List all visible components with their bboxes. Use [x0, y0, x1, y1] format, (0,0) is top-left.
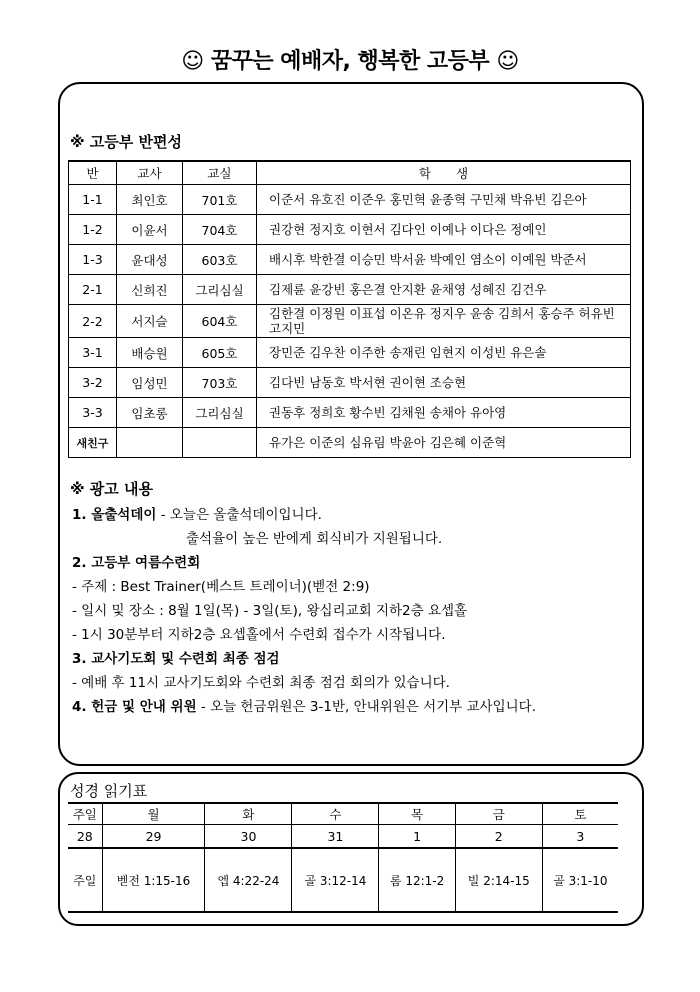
date-cell: 30 — [205, 825, 292, 849]
teacher-cell: 임성민 — [117, 368, 183, 398]
table-row — [69, 368, 631, 398]
room-cell: 701호 — [183, 185, 257, 215]
date-cell: 3 — [542, 825, 618, 849]
class-cell: 3-2 — [69, 368, 117, 398]
class-cell: 3-1 — [69, 338, 117, 368]
date-cell: 2 — [455, 825, 542, 849]
class-table-header — [69, 161, 631, 185]
reading-table — [68, 802, 618, 913]
class-cell: 1-2 — [69, 215, 117, 245]
announcement-2-title — [72, 551, 200, 571]
students-cell: 유가은 이준의 심유림 박윤아 김은혜 이준혁 — [257, 428, 631, 458]
students-cell: 권강현 정지호 이현서 김다인 이예나 이다은 정예인 — [257, 215, 631, 245]
class-section-heading: ※ 고등부 반편성 — [70, 133, 182, 151]
table-row — [69, 398, 631, 428]
class-cell: 1-1 — [69, 185, 117, 215]
day-cell: 주일 — [68, 803, 102, 825]
room-cell: 704호 — [183, 215, 257, 245]
page-title: ☺ 꿈꾸는 예배자, 행복한 고등부 ☺ — [181, 49, 519, 74]
date-cell: 28 — [68, 825, 102, 849]
table-row — [69, 305, 631, 338]
day-cell: 토 — [542, 803, 618, 825]
room-cell: 603호 — [183, 245, 257, 275]
announcement-3-line1: - 예배 후 11시 교사기도회와 수련회 최종 점검 회의가 있습니다. — [72, 675, 450, 691]
table-row — [69, 245, 631, 275]
class-cell: 3-3 — [69, 398, 117, 428]
reading-days-row — [68, 803, 618, 825]
reading-heading: 성경 읽기표 — [70, 782, 148, 800]
class-cell: 새친구 — [69, 428, 117, 458]
teacher-cell: 임초롱 — [117, 398, 183, 428]
passage-cell: 골 3:1-10 — [542, 848, 618, 912]
students-cell: 김한결 이정원 이표섭 이온유 정지우 윤송 김희서 홍승주 허유빈 고지민 — [257, 305, 631, 338]
students-cell: 김제륜 윤강빈 홍은결 안지환 윤채영 성혜진 김건우 — [257, 275, 631, 305]
teacher-cell: 최인호 — [117, 185, 183, 215]
reading-passages-row — [68, 848, 618, 912]
announcement-2-title-text: 2. 고등부 여름수련회 — [72, 555, 201, 571]
passage-cell: 주일 — [68, 848, 102, 912]
day-cell: 금 — [455, 803, 542, 825]
table-row — [69, 185, 631, 215]
announcement-2-line3: - 1시 30분부터 지하2층 요셉홀에서 수련회 접수가 시작됩니다. — [72, 627, 446, 643]
passage-cell: 빌 2:14-15 — [455, 848, 542, 912]
passage-cell: 벧전 1:15-16 — [102, 848, 205, 912]
students-cell: 배시후 박한결 이승민 박서윤 박예인 염소이 이예원 박준서 — [257, 245, 631, 275]
room-cell: 703호 — [183, 368, 257, 398]
students-cell: 이준서 유호진 이준우 홍민혁 윤종혁 구민채 박유빈 김은아 — [257, 185, 631, 215]
teacher-cell: 배승원 — [117, 338, 183, 368]
teacher-cell — [117, 428, 183, 458]
class-cell: 1-3 — [69, 245, 117, 275]
announcement-1-text2: 출석율이 높은 반에게 회식비가 지원됩니다. — [186, 531, 443, 547]
class-cell: 2-2 — [69, 305, 117, 338]
day-cell: 수 — [292, 803, 379, 825]
passage-cell: 엡 4:22-24 — [205, 848, 292, 912]
announcement-2-line1: - 주제 : Best Trainer(베스트 트레이너)(벧전 2:9) — [72, 579, 370, 595]
announcement-1-text: - 오늘은 올출석데이입니다. — [156, 507, 322, 523]
announcement-4 — [72, 695, 536, 715]
day-cell: 월 — [102, 803, 205, 825]
teacher-cell: 이윤서 — [117, 215, 183, 245]
room-cell: 604호 — [183, 305, 257, 338]
announcement-3-title — [72, 647, 280, 667]
announcement-1-title: 1. 올출석데이 — [72, 507, 157, 523]
header-teacher: 교사 — [117, 161, 183, 185]
date-cell: 1 — [379, 825, 455, 849]
reading-dates-row — [68, 825, 618, 849]
table-row — [69, 275, 631, 305]
header-students: 학 생 — [257, 161, 631, 185]
table-row — [69, 338, 631, 368]
announcement-2-line2: - 일시 및 장소 : 8월 1일(목) - 3일(토), 왕십리교회 지하2층 요셉홀 — [72, 603, 468, 619]
day-cell: 화 — [205, 803, 292, 825]
day-cell: 목 — [379, 803, 455, 825]
passage-cell: 롬 12:1-2 — [379, 848, 455, 912]
teacher-cell: 윤대성 — [117, 245, 183, 275]
room-cell: 605호 — [183, 338, 257, 368]
teacher-cell: 서지슬 — [117, 305, 183, 338]
header-room: 교실 — [183, 161, 257, 185]
announcements-heading: ※ 광고 내용 — [70, 480, 153, 498]
table-row — [69, 428, 631, 458]
room-cell: 그리심실 — [183, 398, 257, 428]
class-cell: 2-1 — [69, 275, 117, 305]
header-class: 반 — [69, 161, 117, 185]
students-cell: 장민준 김우찬 이주한 송재린 임현지 이성빈 유은솔 — [257, 338, 631, 368]
teacher-cell: 신희진 — [117, 275, 183, 305]
students-cell: 김다빈 남동호 박서현 권이현 조승현 — [257, 368, 631, 398]
date-cell: 29 — [102, 825, 205, 849]
passage-cell: 골 3:12-14 — [292, 848, 379, 912]
room-cell: 그리심실 — [183, 275, 257, 305]
announcement-1 — [72, 503, 322, 523]
announcement-4-text: - 오늘 헌금위원은 3-1반, 안내위원은 서기부 교사입니다. — [196, 699, 537, 715]
class-table — [68, 160, 631, 458]
date-cell: 31 — [292, 825, 379, 849]
table-row — [69, 215, 631, 245]
students-cell: 권동후 정희호 황수빈 김채원 송채아 유아영 — [257, 398, 631, 428]
room-cell — [183, 428, 257, 458]
announcement-4-title: 4. 헌금 및 안내 위원 — [72, 699, 197, 715]
announcement-3-title-text: 3. 교사기도회 및 수련회 최종 점검 — [72, 651, 280, 667]
